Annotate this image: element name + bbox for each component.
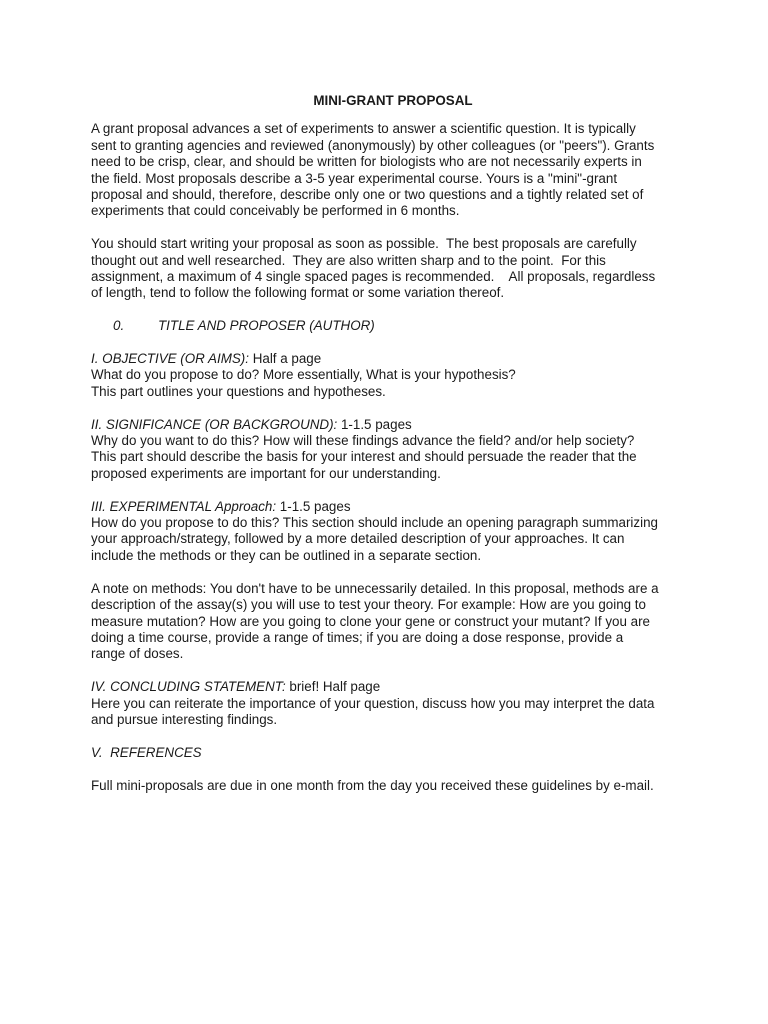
document-title: MINI-GRANT PROPOSAL: [313, 93, 473, 108]
section-heading-line: [91, 351, 687, 367]
text-line: proposal and should, therefore, describe only one or two questions and a tightly related set of: [91, 187, 644, 203]
text-line: and pursue interesting findings.: [91, 711, 278, 727]
text-line: What do you propose to do? More essentially, What is your hypothesis?: [91, 367, 516, 383]
section-length: 1-1.5 pages: [337, 416, 412, 432]
text-line: sent to granting agencies and reviewed (anonymously) by other colleagues (or "peers"). Grants: [91, 137, 655, 153]
closing-paragraph: Full mini-proposals are due in one month from the day you received these guidelines by e-mail.: [91, 777, 654, 793]
methods-note: [91, 581, 687, 663]
section-heading: V. REFERENCES: [91, 744, 202, 760]
section-heading: II. SIGNIFICANCE (OR BACKGROUND):: [91, 416, 338, 432]
section-significance: [91, 417, 687, 483]
section-length: 1-1.5 pages: [276, 498, 351, 514]
section-length: Half a page: [248, 351, 322, 367]
text-line: experiments that could conceivably be performed in 6 months.: [91, 203, 460, 219]
text-line: How do you propose to do this? This section should include an opening paragraph summarizing: [91, 515, 658, 531]
text-line: doing a time course, provide a range of times; if you are doing a dose response, provide a: [91, 629, 624, 645]
second-paragraph: [91, 236, 687, 302]
section-heading: III. EXPERIMENTAL Approach:: [91, 498, 277, 514]
text-line: include the methods or they can be outlined in a separate section.: [91, 547, 482, 563]
text-line: A note on methods: You don't have to be unnecessarily detailed. In this proposal, methods are a: [91, 580, 659, 596]
text-line: assignment, a maximum of 4 single spaced pages is recommended. All proposals, regardless: [91, 269, 656, 285]
text-line: range of doses.: [91, 646, 184, 662]
text-line: your approach/strategy, followed by a more detailed description of your approaches. It can: [91, 531, 625, 547]
text-line: You should start writing your proposal as soon as possible. The best proposals are carefully: [91, 236, 637, 252]
text-line: This part outlines your questions and hypotheses.: [91, 383, 386, 399]
section-heading-line: [91, 679, 687, 695]
section-heading: IV. CONCLUDING STATEMENT:: [91, 679, 286, 695]
text-line: need to be crisp, clear, and should be written for biologists who are not necessarily experts in: [91, 154, 642, 170]
text-line: measure mutation? How are you going to clone your gene or construct your mutant? If you are: [91, 613, 650, 629]
text-line: proposed experiments are important for our understanding.: [91, 465, 441, 481]
section-concluding-statement: [91, 679, 687, 728]
text-line: the field. Most proposals describe a 3-5 year experimental course. Yours is a "mini"-grant: [91, 170, 618, 186]
intro-paragraph: [91, 121, 687, 219]
text-line: A grant proposal advances a set of experiments to answer a scientific question. It is typically: [91, 121, 636, 137]
text-line: Why do you want to do this? How will these findings advance the field? and/or help society?: [91, 433, 635, 449]
text-line: of length, tend to follow the following format or some variation thereof.: [91, 285, 505, 301]
document-page: [91, 93, 687, 810]
text-line: description of the assay(s) you will use to test your theory. For example: How are you going to: [91, 597, 646, 613]
section-length: brief! Half page: [285, 679, 381, 695]
section-experimental-approach: [91, 499, 687, 565]
section-references: [91, 745, 687, 761]
section-objective: [91, 351, 687, 400]
text-line: This part should describe the basis for your interest and should persuade the reader that the: [91, 449, 637, 465]
section-label: TITLE AND PROPOSER (AUTHOR): [158, 318, 375, 334]
section-title-proposer: [91, 318, 687, 334]
section-heading: I. OBJECTIVE (OR AIMS):: [91, 351, 249, 367]
section-heading-line: [91, 417, 687, 433]
section-heading-line: [91, 499, 687, 515]
text-line: Here you can reiterate the importance of your question, discuss how you may interpret the data: [91, 695, 655, 711]
text-line: thought out and well researched. They are also written sharp and to the point. For this: [91, 252, 606, 268]
section-number: 0.: [113, 318, 125, 334]
